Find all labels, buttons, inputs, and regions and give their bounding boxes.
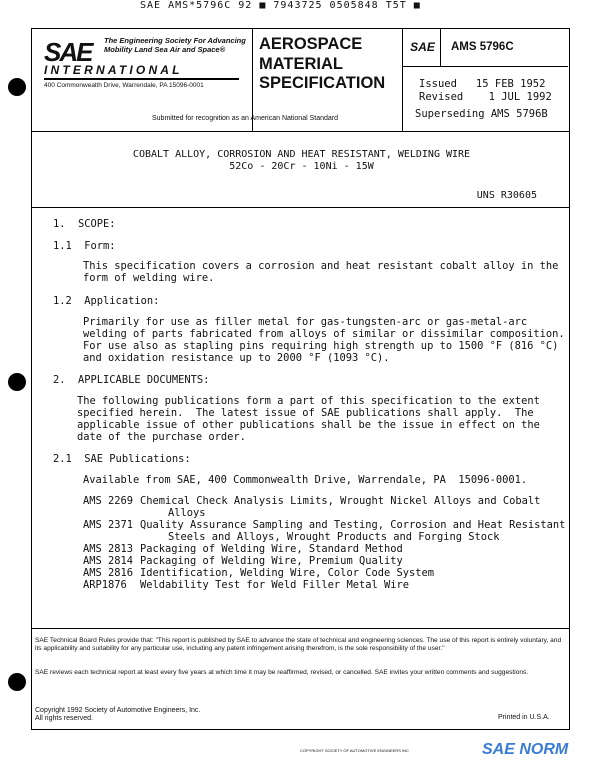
reference-title: Packaging of Welding Wire, Standard Method bbox=[140, 543, 403, 555]
reference-title: Chemical Check Analysis Limits, Wrought Nickel Alloys and Cobalt bbox=[140, 495, 541, 507]
spec-id-block bbox=[403, 29, 568, 131]
reference-title: Weldability Test for Weld Filler Metal Wire bbox=[140, 579, 409, 591]
review-notice: SAE reviews each technical report at least every five years at which time it may be reaffirmed, revised, or cancelled. SAE invites your written comments and suggestions. bbox=[35, 669, 529, 676]
reference-title-cont: Steels and Alloys, Wrought Products and Forging Stock bbox=[168, 531, 500, 543]
technical-board-rules: SAE Technical Board Rules provide that: "This report is published by SAE to advance the state of technical and engineering sciences. The use of this report is entirely voluntary, and its applicability and suitability for any particular use, including any patent infringement arising therefrom, is the sole responsibility of the user." bbox=[35, 637, 562, 652]
paragraph-line: specified herein. The latest issue of SAE publications shall apply. The bbox=[77, 407, 534, 419]
superseding-note: Superseding AMS 5796B bbox=[415, 108, 548, 120]
paragraph-line: welding of parts fabricated from alloys of similar or dissimilar composition. bbox=[83, 328, 565, 340]
publisher-address: 400 Commonwealth Drive, Warrendale, PA 15096-0001 bbox=[44, 82, 204, 89]
spec-composition: 52Co - 20Cr - 10Ni - 15W bbox=[229, 161, 374, 172]
sae-logo: SAE bbox=[44, 37, 92, 67]
section-heading: 2.1 SAE Publications: bbox=[53, 453, 191, 465]
uns-number: UNS R30605 bbox=[476, 190, 537, 201]
reference-title: Quality Assurance Sampling and Testing, Corrosion and Heat Resistant bbox=[140, 519, 566, 531]
sae-small-logo: SAE bbox=[405, 29, 441, 67]
paragraph-line: Primarily for use as filler metal for gas-tungsten-arc or gas-metal-arc bbox=[83, 316, 528, 328]
spec-title: COBALT ALLOY, CORROSION AND HEAT RESISTANT, WELDING WIRE bbox=[132, 149, 471, 160]
ams-number: AMS 5796C bbox=[451, 41, 514, 53]
paragraph-line: date of the purchase order. bbox=[77, 431, 246, 443]
reference-title: Identification, Welding Wire, Color Code System bbox=[140, 567, 435, 579]
section-heading: 1.1 Form: bbox=[53, 240, 116, 252]
punch-hole bbox=[8, 373, 26, 391]
reference-title-cont: Alloys bbox=[168, 507, 206, 519]
reference-code: AMS 2813 bbox=[83, 543, 134, 555]
paragraph-line: and oxidation resistance up to 2000 °F (1093 °C). bbox=[83, 352, 390, 364]
title-block bbox=[31, 132, 570, 208]
document-header bbox=[31, 28, 570, 132]
section-heading: 1. SCOPE: bbox=[53, 218, 116, 230]
paragraph-line: This specification covers a corrosion and heat resistant cobalt alloy in the bbox=[83, 260, 559, 272]
paragraph-line: Available from SAE, 400 Commonwealth Drive, Warrendale, PA 15096-0001. bbox=[83, 474, 528, 486]
punch-hole bbox=[8, 673, 26, 691]
reference-code: AMS 2371 bbox=[83, 519, 134, 531]
section-heading: 1.2 Application: bbox=[53, 295, 160, 307]
reference-code: AMS 2814 bbox=[83, 555, 134, 567]
copyright-notice: Copyright 1992 Society of Automotive Engineers, Inc. All rights reserved. bbox=[35, 707, 201, 722]
paragraph-line: form of welding wire. bbox=[83, 272, 215, 284]
section-heading: 2. APPLICABLE DOCUMENTS: bbox=[53, 374, 210, 386]
doc-type-title: AEROSPACE MATERIAL SPECIFICATION bbox=[259, 35, 386, 92]
international-wordmark: INTERNATIONAL bbox=[44, 63, 183, 77]
document-body bbox=[31, 208, 570, 628]
ansi-submission-note: Submitted for recognition as an American National Standard bbox=[152, 115, 338, 122]
printed-in: Printed in U.S.A. bbox=[498, 714, 550, 721]
paragraph-line: For use also as stapling pins requiring high strength up to 1500 °F (816 °C) bbox=[83, 340, 559, 352]
divider bbox=[44, 78, 239, 80]
paragraph-line: The following publications form a part of this specification to the extent bbox=[77, 395, 540, 407]
reference-code: ARP1876 bbox=[83, 579, 127, 591]
fine-print: COPYRIGHT SOCIETY OF AUTOMOTIVE ENGINEERS INC bbox=[300, 748, 409, 753]
reference-code: AMS 2816 bbox=[83, 567, 134, 579]
document-code-line: SAE AMS*5796C 92 ■ 7943725 0505848 T5T ■ bbox=[140, 0, 421, 11]
ams-number-box bbox=[403, 29, 568, 67]
reference-code: AMS 2269 bbox=[83, 495, 134, 507]
watermark: SAE NORM bbox=[482, 741, 569, 758]
issue-dates: Issued 15 FEB 1952 Revised 1 JUL 1992 bbox=[419, 78, 552, 103]
paragraph-line: applicable issue of other publications shall be the issue in effect on the bbox=[77, 419, 540, 431]
sae-tagline: The Engineering Society For Advancing Mobility Land Sea Air and Space® bbox=[104, 36, 246, 54]
punch-hole bbox=[8, 78, 26, 96]
reference-title: Packaging of Welding Wire, Premium Quality bbox=[140, 555, 403, 567]
